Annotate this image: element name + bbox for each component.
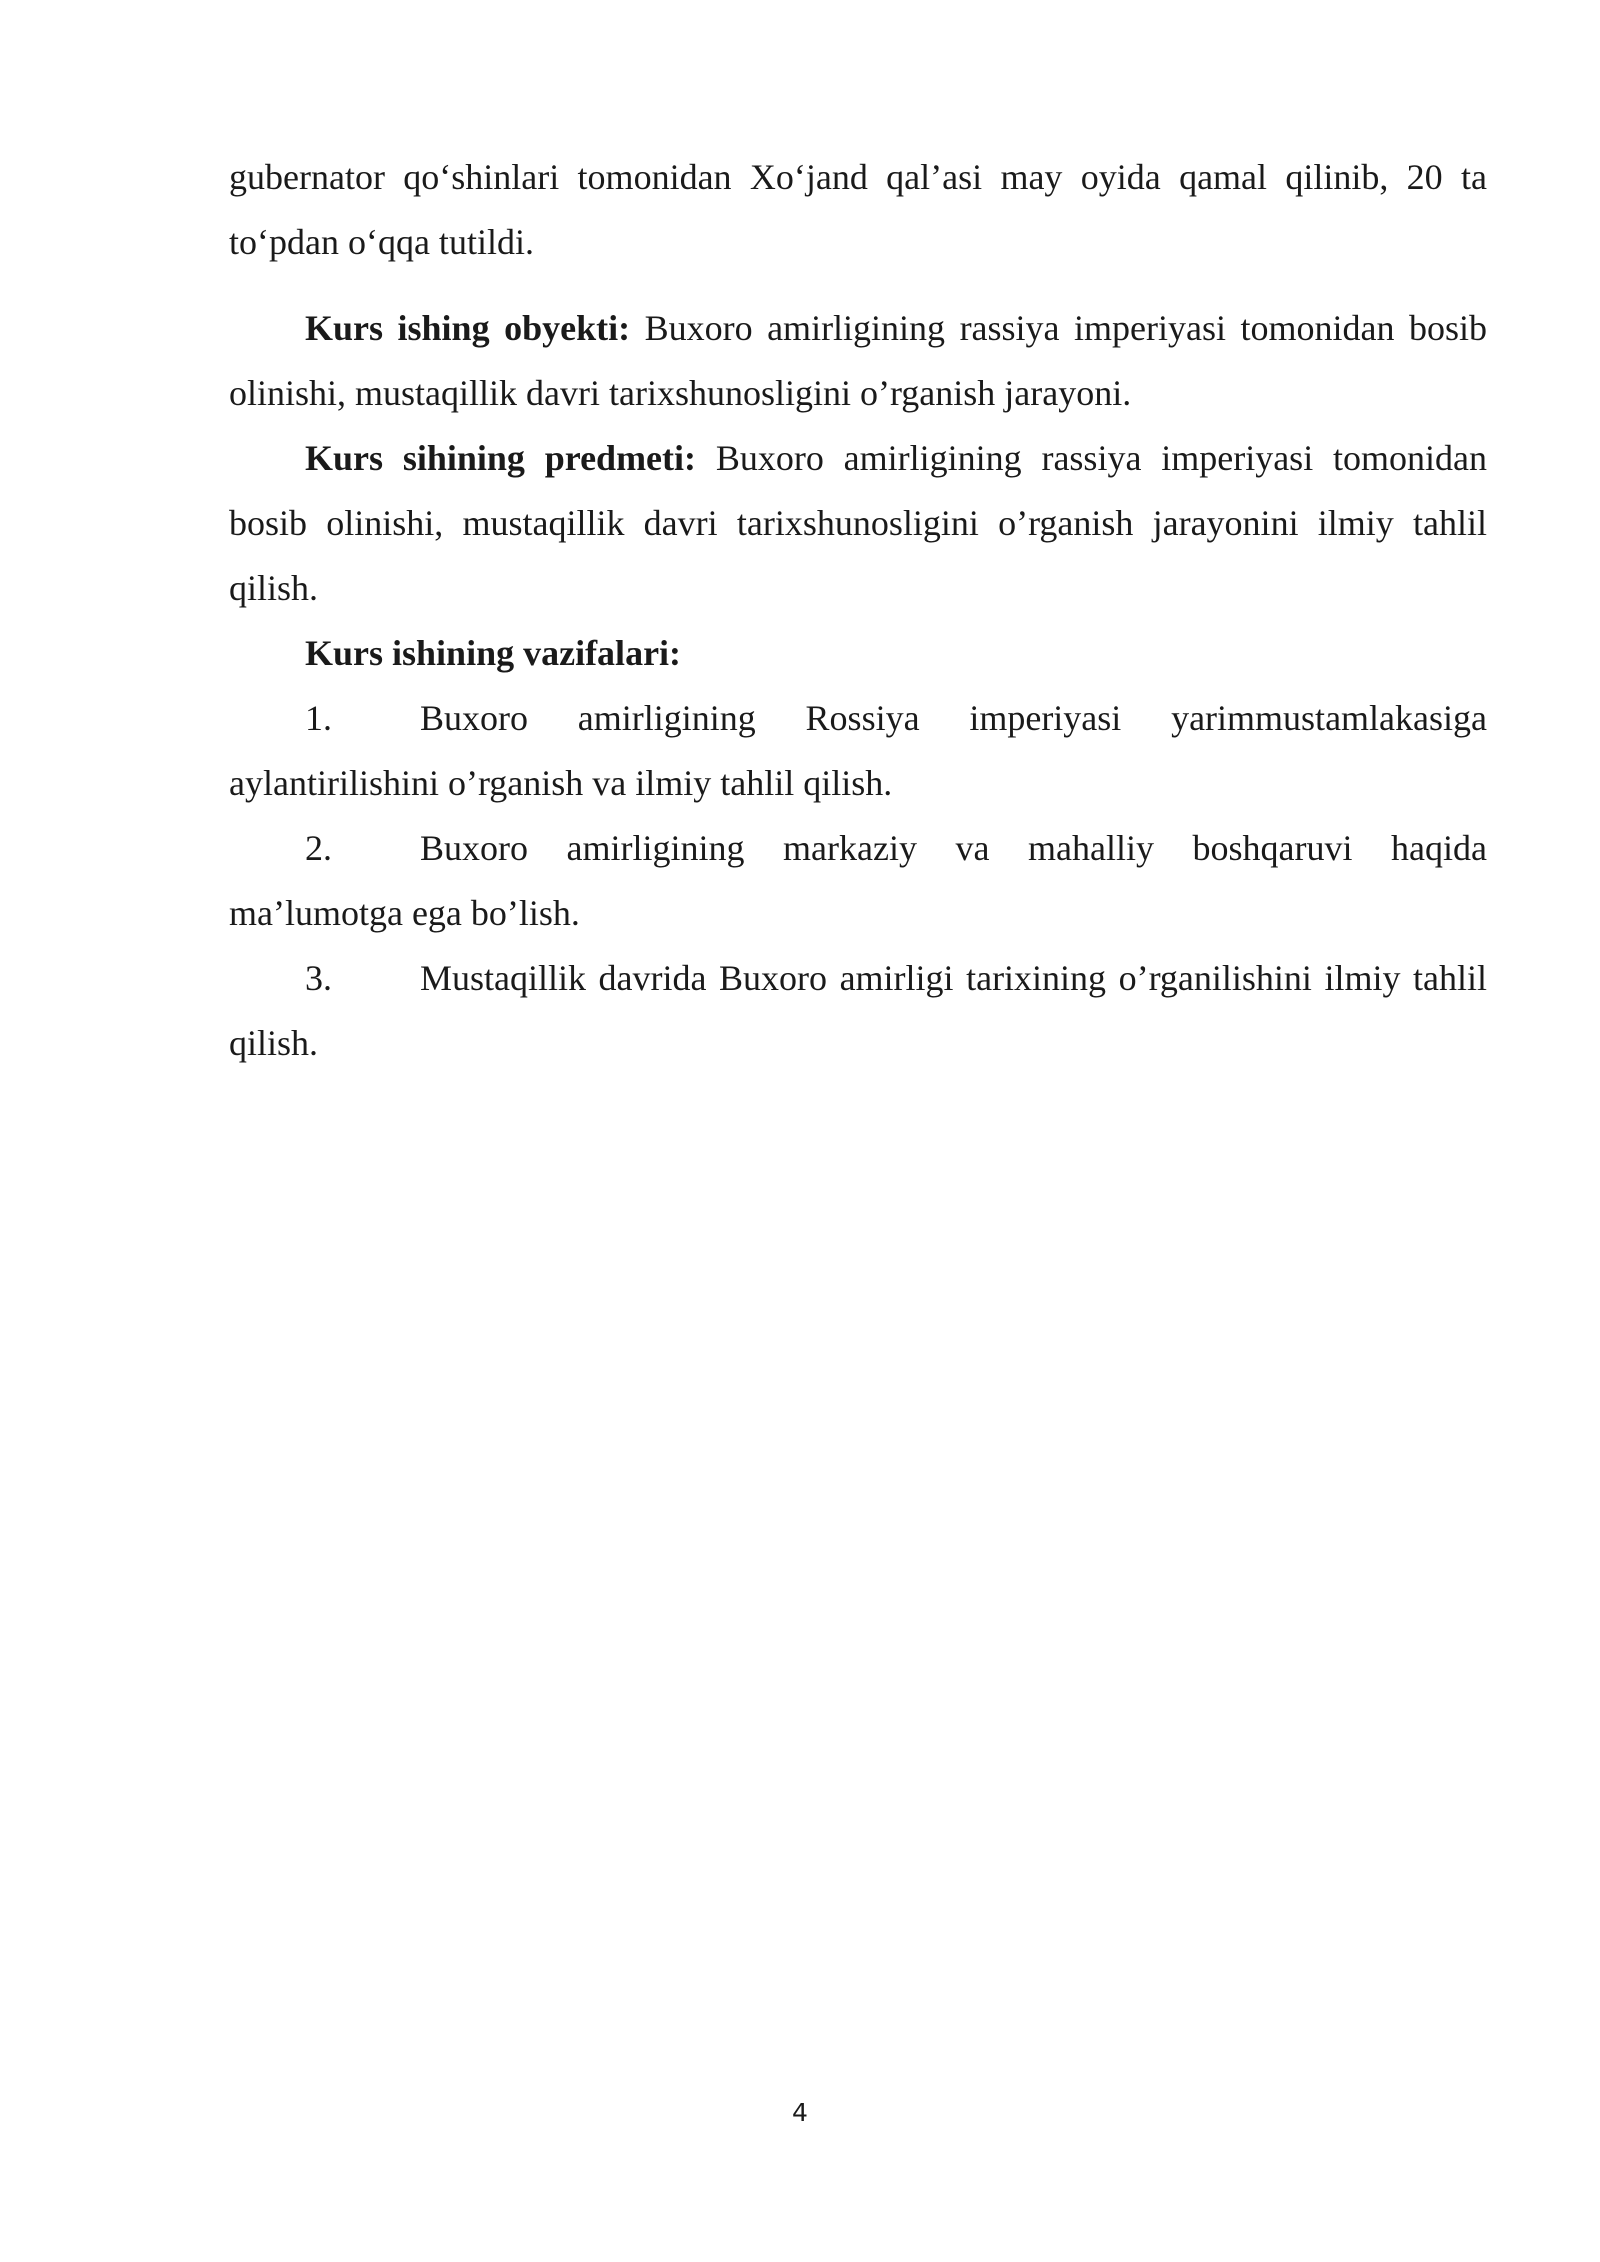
- object-text: Buxoro amirligining rassiya imperiyasi tomonidan bosib olinishi, mustaqillik davri tarixshunosligini o’rganish jarayoni.: [229, 308, 1487, 413]
- object-paragraph: [229, 296, 1487, 426]
- continuation-paragraph: gubernator qo‘shinlari tomonidan Xo‘jand qal’asi may oyida qamal qilinib, 20 ta to‘pdan o‘qqa tutildi.: [229, 157, 1487, 262]
- page-body: [229, 145, 1487, 1076]
- tasks-list: [229, 686, 1487, 1076]
- list-item: [229, 686, 1487, 816]
- object-label: Kurs ishing obyekti:: [305, 308, 631, 348]
- list-item-text: Buxoro amirligining Rossiya imperiyasi yarimmustamlakasiga aylantirilishini o’rganish va ilmiy tahlil qilish.: [229, 698, 1487, 803]
- list-item: [229, 946, 1487, 1076]
- tasks-heading: Kurs ishining vazifalari:: [305, 633, 682, 673]
- subject-paragraph: [229, 426, 1487, 621]
- list-item-number: 2.: [305, 828, 332, 868]
- list-item-text: Buxoro amirligining markaziy va mahalliy boshqaruvi haqida ma’lumotga ega bo’lish.: [229, 828, 1487, 933]
- subject-label: Kurs sihining predmeti:: [305, 438, 697, 478]
- list-item: [229, 816, 1487, 946]
- page-number: 4: [792, 2098, 808, 2127]
- subject-text: Buxoro amirligining rassiya imperiyasi tomonidan bosib olinishi, mustaqillik davri tarixshunosligini o’rganish jarayonini ilmiy tahlil qilish.: [229, 438, 1487, 608]
- list-item-number: 1.: [305, 698, 332, 738]
- list-item-text: Mustaqillik davrida Buxoro amirligi tarixining o’rganilishini ilmiy tahlil qilish.: [229, 958, 1487, 1063]
- list-item-number: 3.: [305, 958, 332, 998]
